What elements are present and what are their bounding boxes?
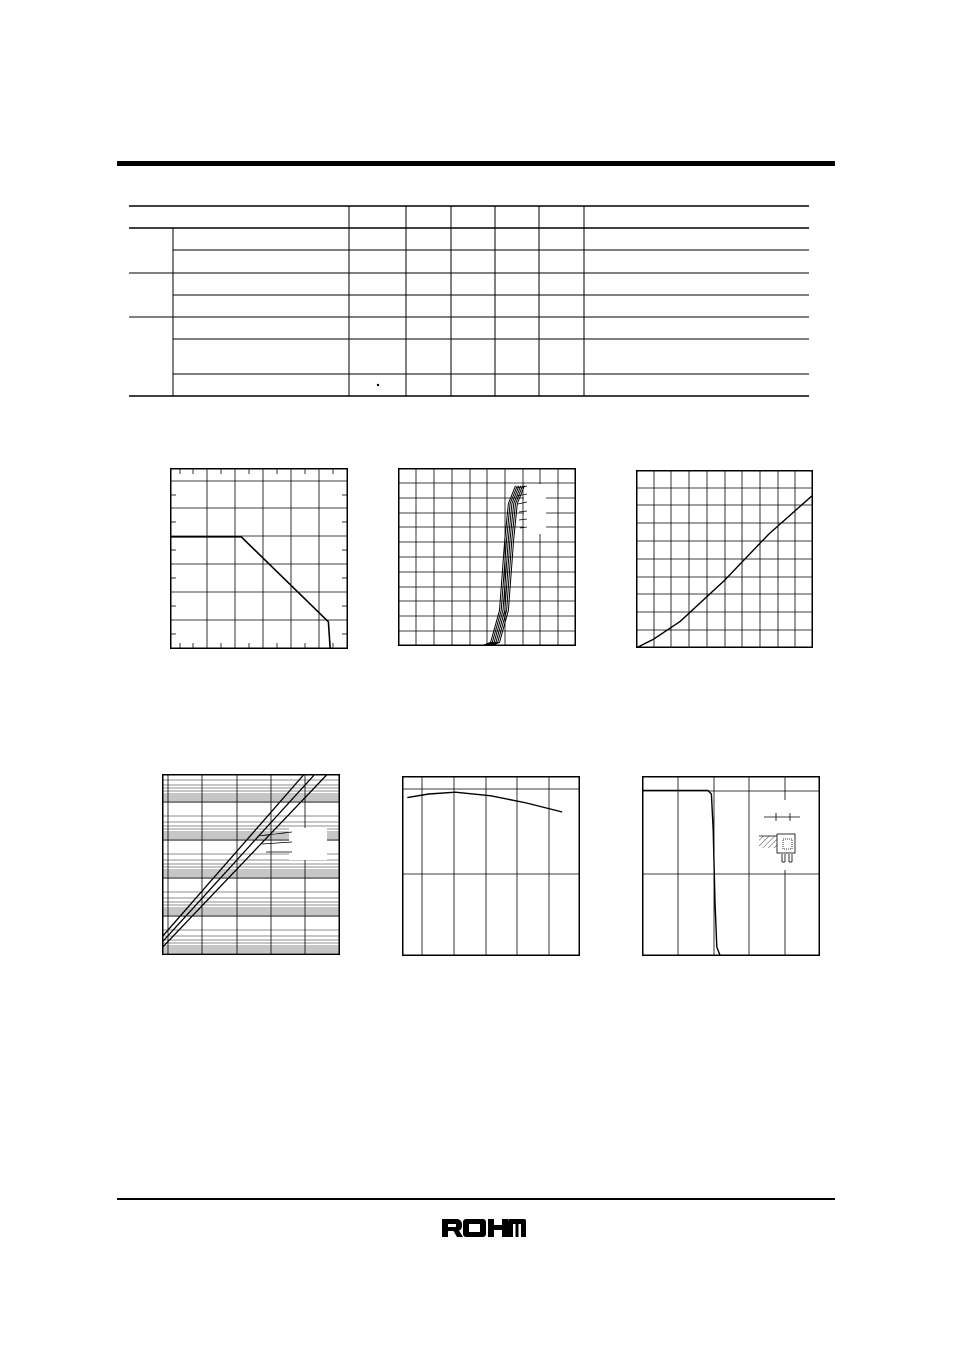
chart-forward-characteristics bbox=[398, 468, 576, 646]
specification-table bbox=[129, 205, 809, 397]
table-dot-mark bbox=[377, 384, 379, 386]
footer-rule bbox=[117, 1198, 835, 1200]
chart-5-svg bbox=[402, 776, 580, 956]
flat-curve bbox=[407, 792, 562, 812]
rohm-logo bbox=[440, 1216, 526, 1240]
log-curve-2 bbox=[162, 774, 304, 937]
header-rule bbox=[117, 161, 835, 166]
chart-flat-characteristic bbox=[402, 776, 580, 956]
chart-rising-characteristic bbox=[636, 470, 813, 648]
forward-curves bbox=[482, 486, 525, 646]
chart-2-svg bbox=[398, 468, 576, 646]
chart-step-characteristic bbox=[642, 776, 820, 956]
rising-curve bbox=[636, 495, 813, 648]
chart-3-svg bbox=[636, 470, 813, 648]
chart-6-svg bbox=[642, 776, 820, 956]
chart-log-characteristics bbox=[162, 774, 340, 955]
chart-power-derating bbox=[170, 468, 348, 649]
chart-4-svg bbox=[162, 774, 340, 955]
derating-curve bbox=[170, 537, 330, 649]
chart-1-svg bbox=[170, 468, 348, 649]
forward-curve-2 bbox=[483, 486, 517, 646]
